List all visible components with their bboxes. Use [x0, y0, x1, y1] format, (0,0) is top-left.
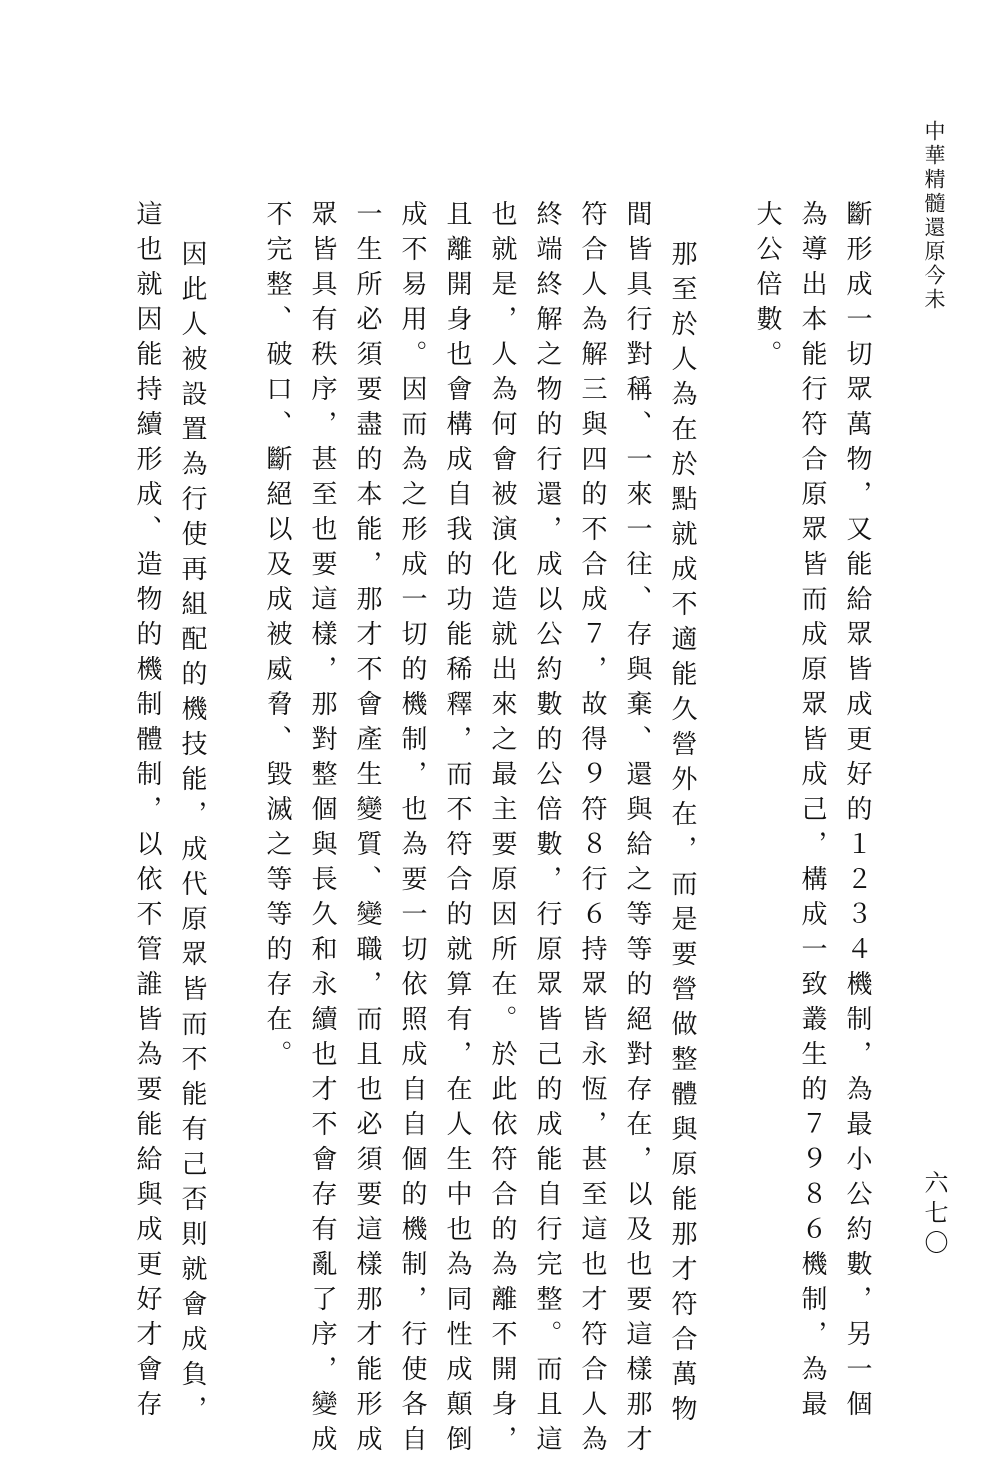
text-column: 大公倍數。 — [752, 200, 782, 375]
text-column: 這也就因能持續形成、造物的機制體制，以依不管誰皆為要能給與成更好才會存 — [132, 200, 162, 1425]
text-column: 斷形成一切眾萬物，又能給眾皆成更好的１２３４機制，為最小公約數，另一個 — [842, 200, 872, 1425]
page-number: 六七〇 — [920, 1170, 948, 1260]
text-column: 成不易用。因而為之形成一切的機制，也為要一切依照成自自個的機制，行使各自 — [397, 200, 427, 1460]
text-column: 那至於人為在於點就成不適能久營外在，而是要營做整體與原能那才符合萬物 — [667, 240, 697, 1430]
text-column: 且離開身也會構成自我的功能稀釋，而不符合的就算有，在人生中也為同性成顛倒 — [442, 200, 472, 1460]
text-column: 不完整、破口、斷絕以及成被威脅、毀滅之等等的存在。 — [262, 200, 292, 1075]
text-column: 一生所必須要盡的本能，那才不會產生變質、變職，而且也必須要這樣那才能形成 — [352, 200, 382, 1460]
text-column: 為導出本能行符合原眾皆而成原眾皆成己，構成一致叢生的７９８６機制，為最 — [797, 200, 827, 1425]
text-column: 因此人被設置為行使再組配的機技能，成代原眾皆而不能有己否則就會成負， — [177, 240, 207, 1430]
text-column: 也就是，人為何會被演化造就出來之最主要原因所在。於此依符合的為離不開身， — [487, 200, 517, 1460]
text-column: 間皆具行對稱、一來一往、存與棄、還與給之等等的絕對存在，以及也要這樣那才 — [622, 200, 652, 1460]
book-title: 中華精髓還原今未 — [922, 120, 946, 312]
text-column: 眾皆具有秩序，甚至也要這樣，那對整個與長久和永續也才不會存有亂了序，變成 — [307, 200, 337, 1460]
text-column: 符合人為解三與四的不合成７，故得９符８行６持眾皆永恆，甚至這也才符合人為 — [577, 200, 607, 1460]
text-column: 終端終解之物的行還，成以公約數的公倍數，行原眾皆己的成能自行完整。而且這 — [532, 200, 562, 1460]
